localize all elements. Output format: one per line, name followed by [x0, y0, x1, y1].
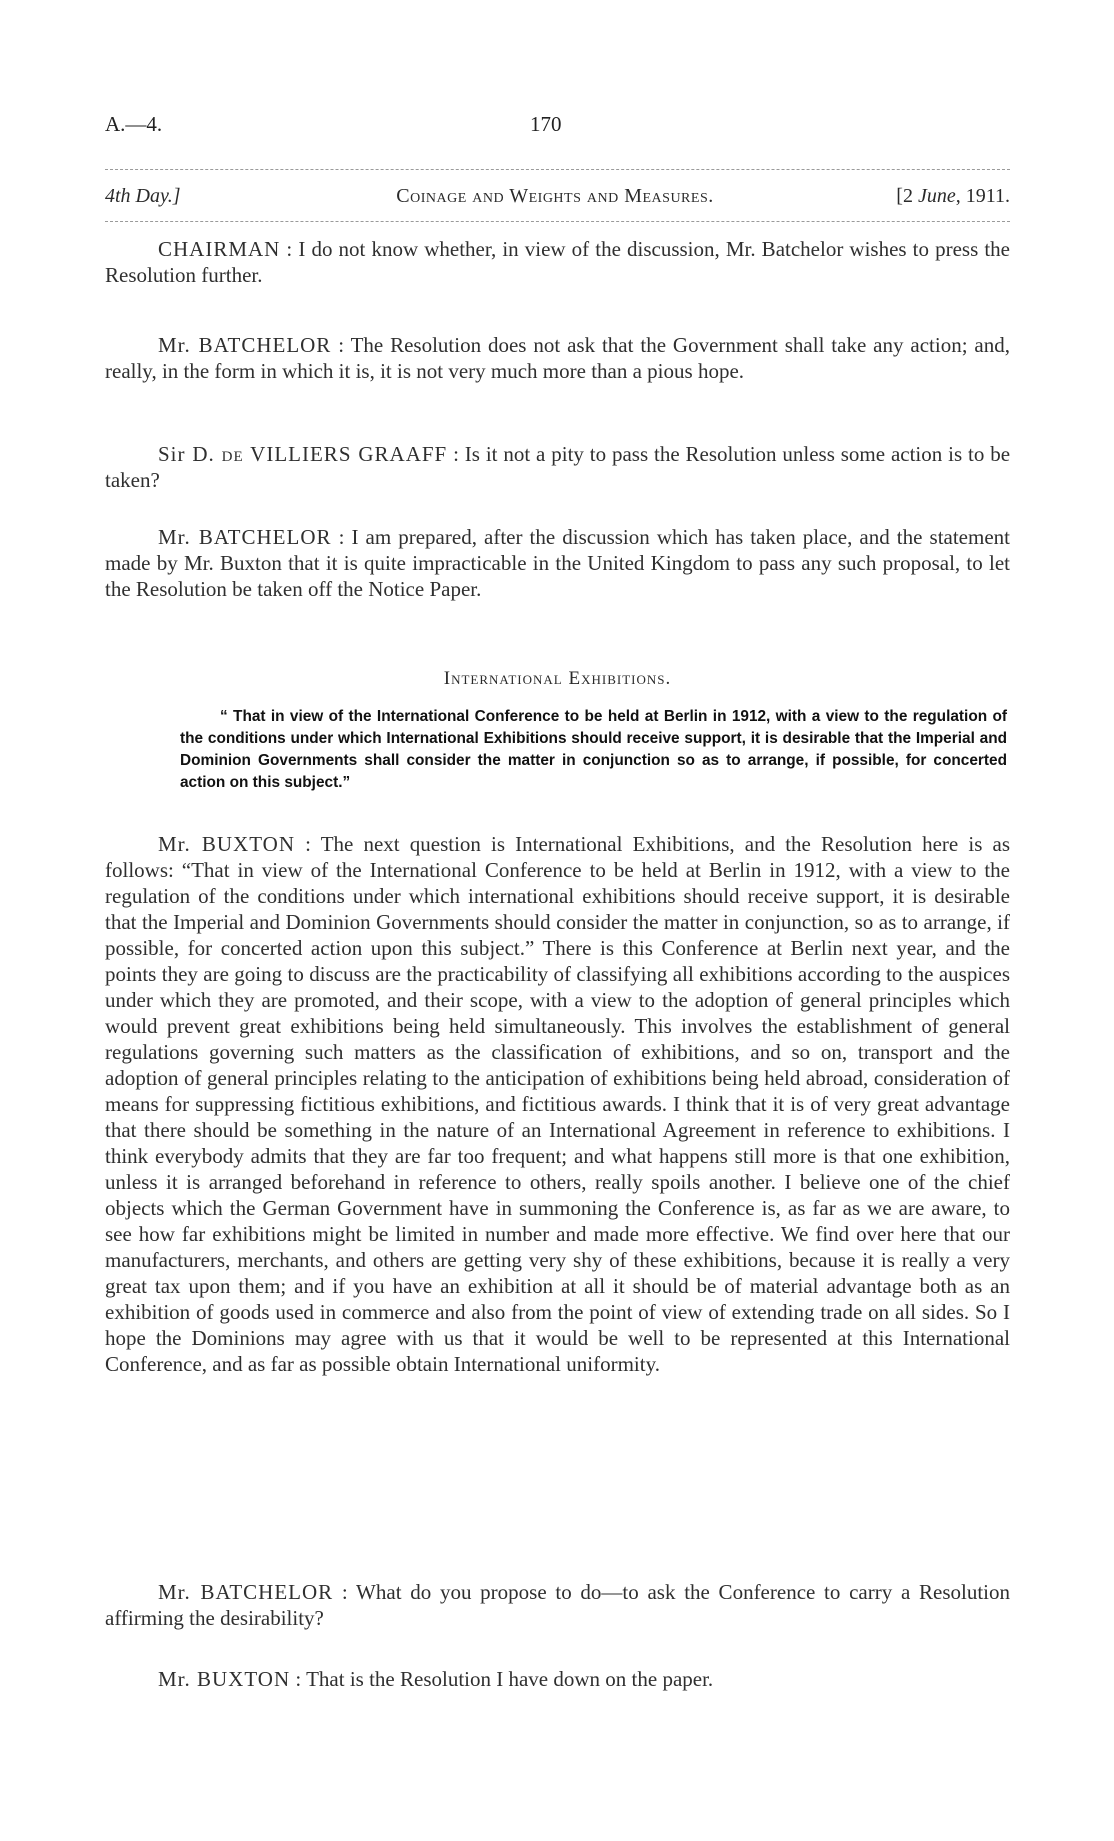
paragraph-batchelor-2: Mr. BATCHELOR : I am prepared, after the discussion which has taken place, and the statement made by Mr. Buxton that it is quite impracticable in the United Kingdom to pass any such proposal, to let the Resolution be taken off the Notice Paper. — [105, 525, 1010, 601]
speaker-name: Mr. BUXTON — [158, 1667, 291, 1691]
speaker-particle: de — [221, 442, 244, 466]
paragraph-text: Is it not a pity to pass the Resolution unless some action is to be taken? — [105, 442, 1011, 492]
speaker-name: Mr. BATCHELOR — [158, 525, 332, 549]
section-heading: International Exhibitions. — [443, 668, 672, 689]
header-rule-bottom — [105, 221, 1010, 222]
header-rule-top — [105, 169, 1010, 170]
speaker-name — [158, 442, 447, 466]
running-header-title: Coinage and Weights and Measures. — [396, 185, 714, 207]
paragraph-chairman: CHAIRMAN : I do not know whether, in view of the discussion, Mr. Batchelor wishes to press the Resolution further. — [105, 237, 1010, 287]
paragraph-text: That is the Resolution I have down on the paper. — [306, 1667, 714, 1691]
paragraph-graaff: Sir D. de VILLIERS GRAAFF : Is it not a pity to pass the Resolution unless some action is to be taken? — [105, 442, 1011, 492]
paragraph-buxton-2: Mr. BUXTON : That is the Resolution I have down on the paper. — [158, 1667, 714, 1691]
speaker-name: Mr. BATCHELOR — [158, 1580, 334, 1604]
speaker-name: CHAIRMAN — [158, 237, 281, 261]
paragraph-text: I do not know whether, in view of the discussion, Mr. Batchelor wishes to press the Resolution further. — [105, 237, 1010, 287]
speaker-name: Mr. BATCHELOR — [158, 333, 332, 357]
speaker-prefix: Sir D. — [158, 442, 215, 466]
paragraph-batchelor-3: Mr. BATCHELOR : What do you propose to do—to ask the Conference to carry a Resolution affirming the desirability? — [105, 1580, 1010, 1630]
paragraph-text: What do you propose to do—to ask the Conference to carry a Resolution affirming the desirability? — [105, 1580, 1010, 1630]
paragraph-text: I am prepared, after the discussion which has taken place, and the statement made by Mr. Buxton that it is quite impracticable in the United Kingdom to pass any such proposal, to let the Resolution be taken off the Notice Paper. — [105, 525, 1010, 601]
page-number: 170 — [530, 112, 562, 136]
date-month: June — [917, 185, 956, 207]
running-header-day: 4th Day.] — [105, 185, 181, 207]
running-header-date — [896, 185, 1010, 208]
date-suffix: , 1911. — [955, 185, 1010, 207]
paragraph-text: The Resolution does not ask that the Government shall take any action; and, really, in the form in which it is, it is not very much more than a pious hope. — [105, 333, 1010, 383]
paragraph-batchelor-1: Mr. BATCHELOR : The Resolution does not ask that the Government shall take any action; and, really, in the form in which it is, it is not very much more than a pious hope. — [105, 333, 1010, 383]
document-reference: A.—4. — [105, 112, 163, 136]
speaker-rest: VILLIERS GRAAFF — [250, 442, 448, 466]
paragraph-text: The next question is International Exhibitions, and the Resolution here is as follows: “That in view of the International Conference to be held at Berlin in 1912, with a view to the regulation of the conditions under which international exhibitions should receive support, it is desirable that the Imperial and Dominion Governments should consider the matter in conjunction, so as to arrange, if possible, for concerted action upon this subject.” There is this Conference at Berlin next year, and the points they are going to discuss are the practicability of classifying all exhibitions according to the auspices under which they are promoted, and their scope, with a view to the adoption of general principles which would prevent great exhibitions being held simultaneously. This involves the establishment of general regulations governing such matters as the classification of exhibitions, and so on, transport and the adoption of general principles relating to the anticipation of exhibitions being held abroad, consideration of means for suppressing fictitious exhibitions, and fictitious awards. I think that it is of very great advantage that there should be something in the nature of an International Agreement in reference to exhibitions. I think everybody admits that they are far too frequent; and what happens still more is that one exhibition, unless it is arranged beforehand in reference to others, really spoils another. I believe one of the chief objects which the German Government have in summoning the Conference is, as far as we are aware, to see how far exhibitions might be limited in number and made more effective. We find over here that our manufacturers, merchants, and others are getting very shy of these exhibitions, because it is really a very great tax upon them; and if you have an exhibition at all it should be of material advantage both as an exhibition of goods used in commerce and also from the point of view of extending trade on all sides. So I hope the Dominions may agree with us that it would be well to be represented at this International Conference, and as far as possible obtain International uniformity. — [105, 832, 1010, 1376]
speaker-name: Mr. BUXTON — [158, 832, 295, 856]
date-prefix: [2 — [896, 185, 918, 207]
paragraph-buxton-1: Mr. BUXTON : The next question is International Exhibitions, and the Resolution here is as follows: “That in view of the International Conference to be held at Berlin in 1912, with a view to the regulation of the conditions under which international exhibitions should receive support, it is desirable that the Imperial and Dominion Governments should consider the matter in conjunction, so as to arrange, if possible, for concerted action upon this subject.” There is this Conference at Berlin next year, and the points they are going to discuss are the practicability of classifying all exhibitions according to the auspices under which they are promoted, and their scope, with a view to the adoption of general principles which would prevent great exhibitions being held simultaneously. This involves the establishment of general regulations governing such matters as the classification of exhibitions, and so on, transport and the adoption of general principles relating to the anticipation of exhibitions being held abroad, consideration of means for suppressing fictitious exhibitions, and fictitious awards. I think that it is of very great advantage that there should be something in the nature of an International Agreement in reference to exhibitions. I think everybody admits that they are far too frequent; and what happens still more is that one exhibition, unless it is arranged beforehand in reference to others, really spoils another. I believe one of the chief objects which the German Government have in summoning the Conference is, as far as we are aware, to see how far exhibitions might be limited in number and made more effective. We find over here that our manufacturers, merchants, and others are getting very shy of these exhibitions, because it is really a very great tax upon them; and if you have an exhibition at all it should be of material advantage both as an exhibition of goods used in commerce and also from the point of view of extending trade on all sides. So I hope the Dominions may agree with us that it would be well to be represented at this International Conference, and as far as possible obtain International uniformity. — [105, 832, 1010, 1376]
resolution-quote: “ That in view of the International Conference to be held at Berlin in 1912, with a view to the regulation of the conditions under which International Exhibitions should receive support, it is desirable that the Imperial and Dominion Governments shall consider the matter in conjunction so as to arrange, if possible, for concerted action on this subject.” — [180, 708, 1007, 791]
